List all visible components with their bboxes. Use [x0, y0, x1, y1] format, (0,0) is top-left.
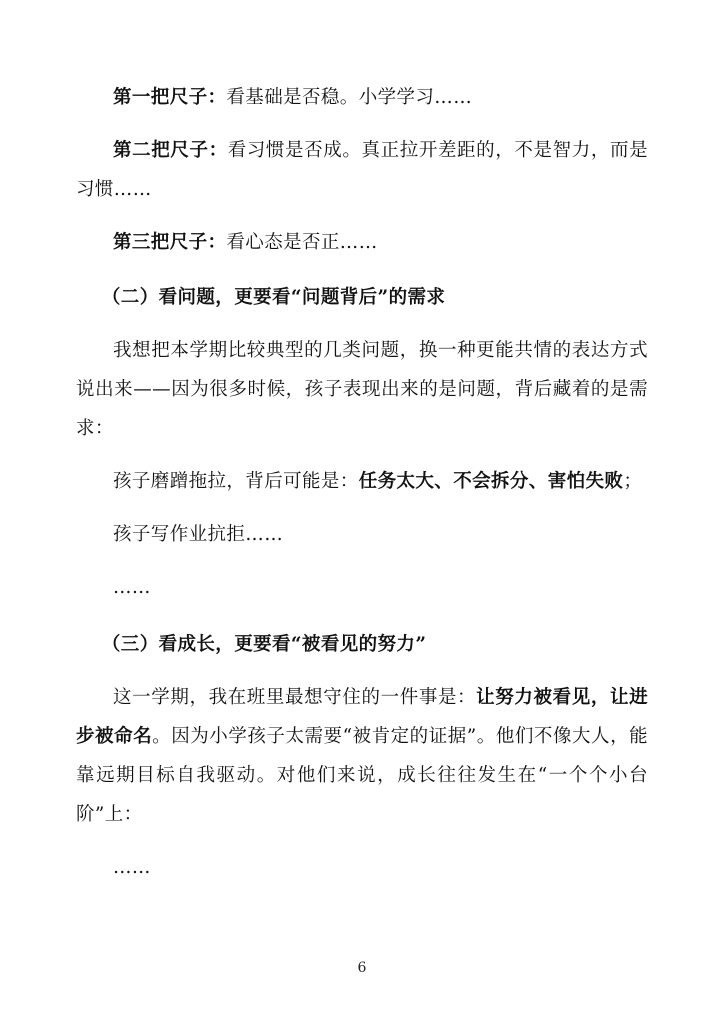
paragraph-rule-2	[76, 131, 648, 209]
rule-2-text: 看习惯是否成。真正拉开差距的，不是智力，而是习惯……	[76, 140, 648, 200]
paragraph-section-two-intro: 我想把本学期比较典型的几类问题，换一种更能共情的表达方式说出来——因为很多时候，孩子表现出来的是问题，背后藏着的是需求：	[76, 340, 648, 439]
paragraph-problem-item-2: 孩子写作业抗拒……	[113, 524, 284, 545]
paragraph-problem-item-1	[76, 462, 648, 501]
rule-1-label: 第一把尺子：	[113, 87, 227, 108]
ellipsis-section-three: ……	[113, 857, 151, 878]
section-three-tail: 。因为小学孩子太需要“被肯定的证据”。他们不像大人，能靠远期目标自我驱动。对他们来说，成长往往发生在“一个个小台阶”上：	[76, 726, 649, 825]
page-number: 6	[357, 960, 367, 976]
section-three-emphasis: 让努力被看见，让进步被命名	[76, 687, 648, 747]
paragraph-rule-3	[76, 223, 648, 262]
paragraph-section-three-body	[76, 678, 648, 834]
problem-item-1-lead: 孩子磨蹭拖拉，背后可能是：	[113, 471, 359, 492]
document-body	[76, 78, 648, 887]
section-three-lead: 这一学期，我在班里最想守住的一件事是：	[113, 687, 477, 708]
rule-1-text: 看基础是否稳。小学学习……	[226, 87, 473, 108]
section-heading-three: （三）看成长，更要看“被看见的努力”	[101, 634, 427, 655]
problem-item-1-tail: ；	[623, 471, 643, 492]
rule-2-label: 第二把尺子：	[113, 140, 228, 161]
problem-item-1-needs: 任务太大、不会拆分、害怕失败	[358, 471, 624, 492]
paragraph-rule-1	[76, 78, 648, 117]
rule-3-label: 第三把尺子：	[113, 232, 227, 253]
ellipsis-section-two: ……	[113, 577, 151, 598]
section-heading-two: （二）看问题，更要看“问题背后”的需求	[101, 287, 446, 308]
rule-3-text: 看心态是否正……	[226, 232, 378, 253]
